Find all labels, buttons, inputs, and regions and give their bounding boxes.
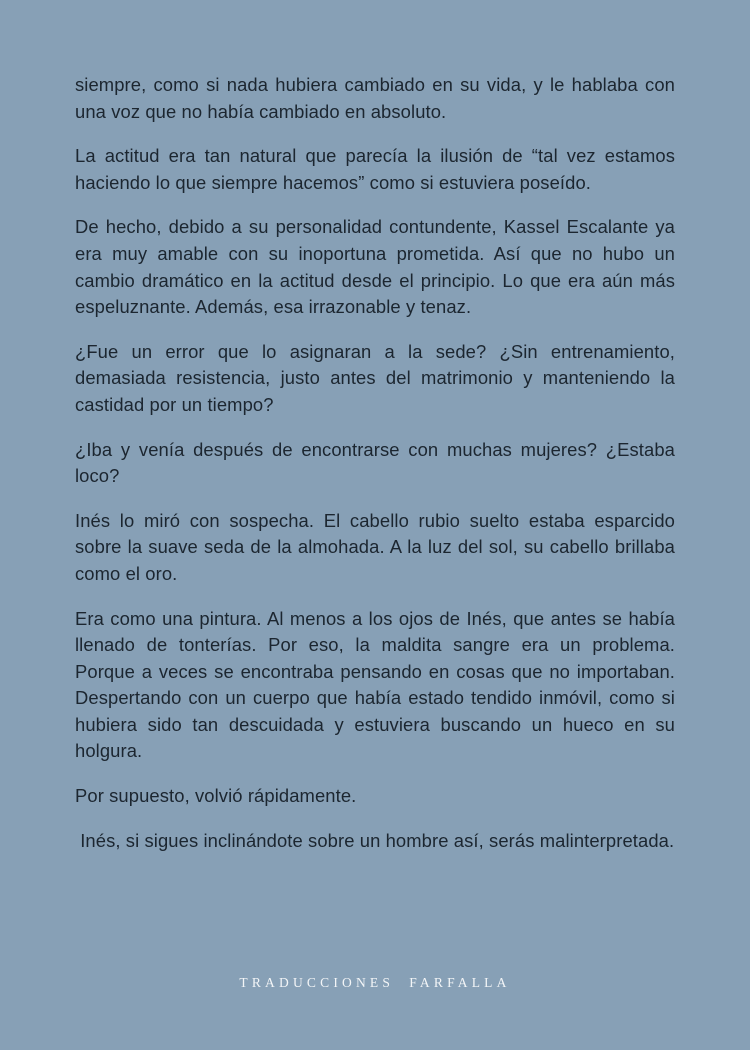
paragraph-5: ¿Iba y venía después de encontrarse con muchas mujeres? ¿Estaba loco? bbox=[75, 438, 675, 487]
paragraph-7: Era como una pintura. Al menos a los ojos de Inés, que antes se había llenado de tonterías. Por eso, la maldita sangre era un problema. Porque a veces se encontraba pensando en cosas que no importaban. Despertando con un cuerpo que había estado tendido inmóvil, como si hubiera sido tan descuidada y estuviera buscando un hueco en su holgura. bbox=[75, 607, 675, 762]
paragraph-8: Por supuesto, volvió rápidamente. bbox=[75, 785, 357, 807]
document-body bbox=[75, 72, 675, 872]
paragraph-3: De hecho, debido a su personalidad contundente, Kassel Escalante ya era muy amable con su inoportuna prometida. Así que no hubo un cambio dramático en la actitud desde el principio. Lo que era aún más espeluznante. Además, esa irrazonable y tenaz. bbox=[75, 216, 675, 318]
translator-credit-footer: TRADUCCIONES FARFALLA bbox=[239, 975, 511, 990]
paragraph-6: Inés lo miró con sospecha. El cabello rubio suelto estaba esparcido sobre la suave seda de la almohada. A la luz del sol, su cabello brillaba como el oro. bbox=[75, 509, 675, 584]
paragraph-2: La actitud era tan natural que parecía la ilusión de “tal vez estamos haciendo lo que siempre hacemos” como si estuviera poseído. bbox=[75, 145, 675, 193]
paragraph-1: siempre, como si nada hubiera cambiado en su vida, y le hablaba con una voz que no había cambiado en absoluto. bbox=[75, 74, 675, 122]
paragraph-4: ¿Fue un error que lo asignaran a la sede? ¿Sin entrenamiento, demasiada resistencia, justo antes del matrimonio y manteniendo la castidad por un tiempo? bbox=[75, 340, 675, 415]
paragraph-9: Inés, si sigues inclinándote sobre un hombre así, serás malinterpretada. bbox=[75, 829, 675, 851]
